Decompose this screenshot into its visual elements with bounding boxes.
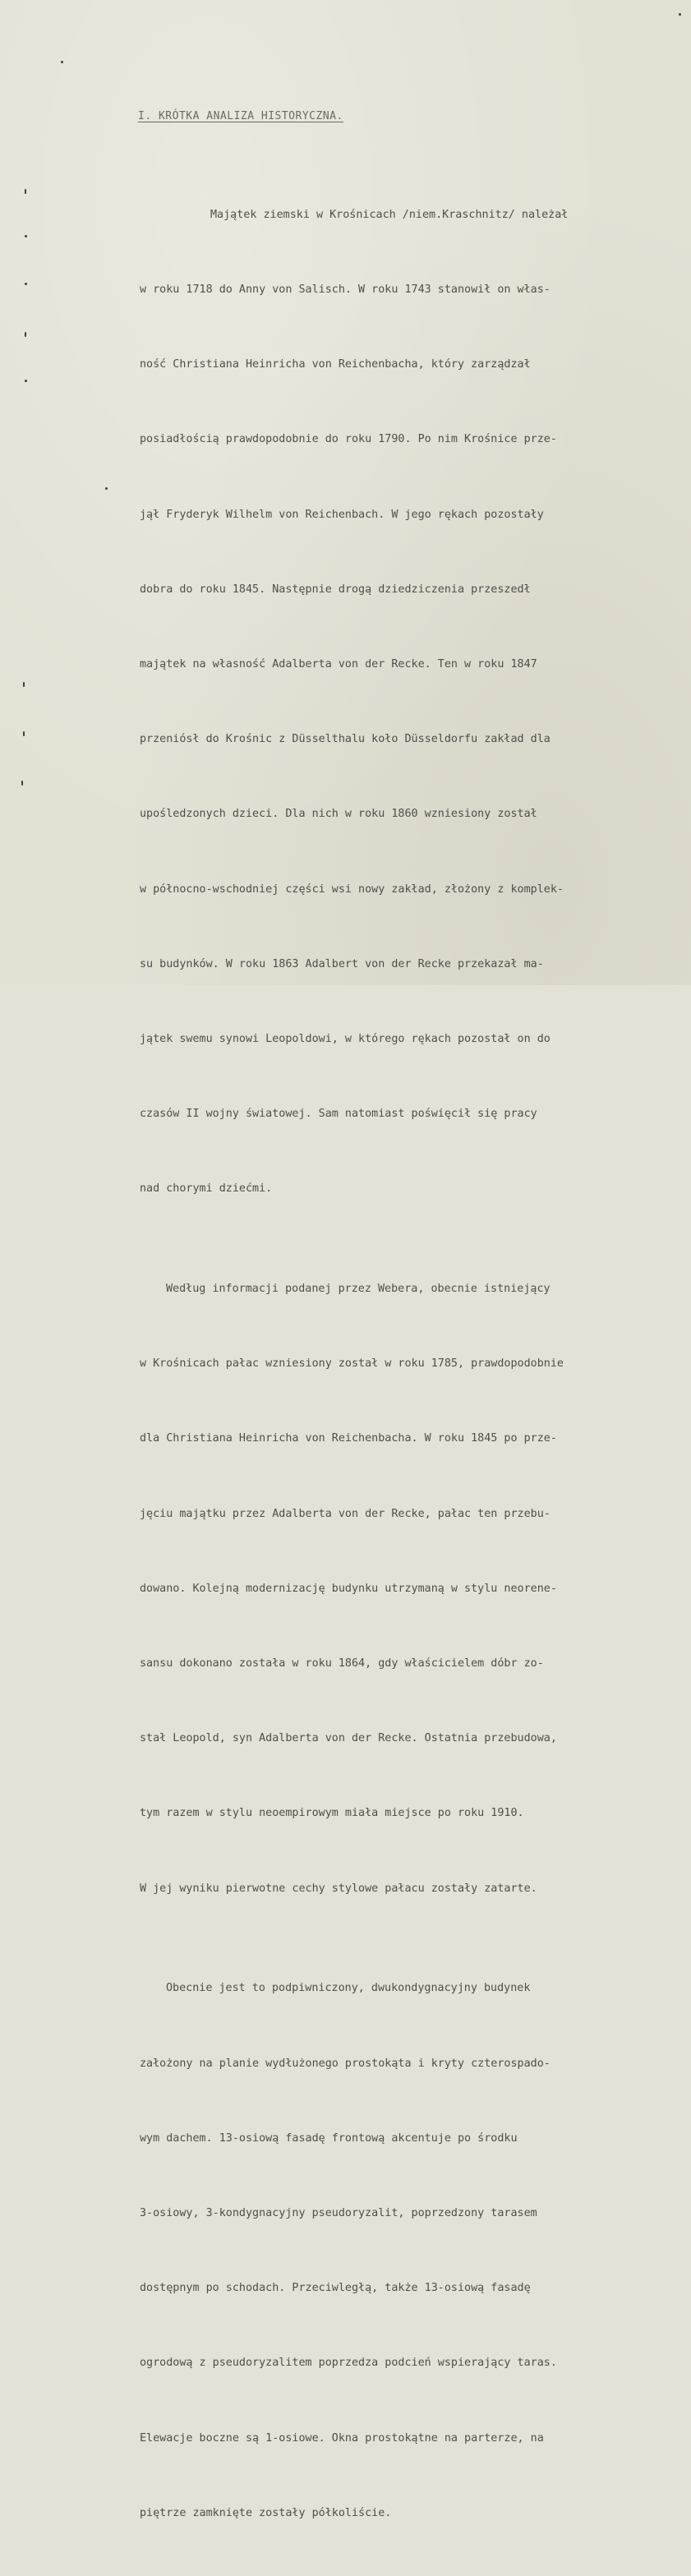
text-line: wym dachem. 13-osiową fasadę frontową akcentuje po środku xyxy=(140,2131,518,2145)
margin-speck xyxy=(25,235,27,237)
text-line: ność Christiana Heinricha von Reichenbacha, który zarządzał xyxy=(140,358,531,371)
margin-speck xyxy=(23,731,25,736)
text-line: upośledzonych dzieci. Dla nich w roku 1860 wzniesiony został xyxy=(140,808,537,821)
text-line: Majątek ziemski w Krośnicach /niem.Kraschnitz/ należał xyxy=(210,208,569,221)
text-line: założony na planie wydłużonego prostokąta i kryty czterospado- xyxy=(140,2057,550,2070)
text-line: stał Leopold, syn Adalberta von der Recke. Ostatnia przebudowa, xyxy=(140,1732,557,1745)
text-line: w roku 1718 do Anny von Salisch. W roku 1743 stanowił on włas- xyxy=(140,283,550,297)
text-line: Według informacji podanej przez Webera, obecnie istniejący xyxy=(166,1283,550,1296)
text-line: nad chorymi dziećmi. xyxy=(140,1182,273,1196)
text-line: Obecnie jest to podpiwniczony, dwukondygnacyjny budynek xyxy=(166,1982,531,1995)
text-line: tym razem w stylu neoempirowym miała miejsce po roku 1910. xyxy=(140,1807,524,1820)
margin-speck xyxy=(21,781,23,786)
text-line: przeniósł do Krośnic z Düsselthalu koło Düsseldorfu zakład dla xyxy=(140,733,550,746)
margin-speck xyxy=(61,61,63,63)
text-line: sansu dokonano została w roku 1864, gdy właścicielem dóbr zo- xyxy=(140,1657,544,1670)
text-line: jątek swemu synowi Leopoldowi, w którego rękach pozostał on do xyxy=(140,1033,550,1046)
text-line: dowano. Kolejną modernizację budynku utrzymaną w stylu neorene- xyxy=(140,1582,557,1595)
text-line: majątek na własność Adalberta von der Recke. Ten w roku 1847 xyxy=(140,658,537,671)
document-body xyxy=(140,153,682,2576)
text-line: jęciu majątku przez Adalberta von der Recke, pałac ten przebu- xyxy=(140,1507,550,1520)
margin-speck xyxy=(25,189,26,194)
text-line: czasów II wojny światowej. Sam natomiast poświęcił się pracy xyxy=(140,1108,537,1121)
margin-speck xyxy=(679,13,681,16)
text-line: jął Fryderyk Wilhelm von Reichenbach. W jego rękach pozostały xyxy=(140,508,544,521)
text-line: dostępnym po schodach. Przeciwległą, także 13-osiową fasadę xyxy=(140,2282,531,2295)
text-line: ogrodową z pseudoryzalitem poprzedza podcień wspierający taras. xyxy=(140,2357,557,2370)
text-line: su budynków. W roku 1863 Adalbert von der Recke przekazał ma- xyxy=(140,957,544,970)
text-line: posiadłością prawdopodobnie do roku 1790. Po nim Krośnice prze- xyxy=(140,433,557,446)
margin-speck xyxy=(25,332,26,337)
section-heading: I. KRÓTKA ANALIZA HISTORYCZNA. xyxy=(138,110,343,122)
margin-speck xyxy=(23,682,25,687)
margin-speck xyxy=(25,380,27,382)
text-line: w Krośnicach pałac wzniesiony został w roku 1785, prawdopodobnie xyxy=(140,1357,564,1371)
text-line: Elewacje boczne są 1-osiowe. Okna prostokątne na parterze, na xyxy=(140,2431,544,2445)
text-line: dla Christiana Heinricha von Reichenbacha. W roku 1845 po prze- xyxy=(140,1432,557,1445)
text-line: W jej wyniku pierwotne cechy stylowe pałacu zostały zatarte. xyxy=(140,1882,537,1895)
text-line: 3-osiowy, 3-kondygnacyjny pseudoryzalit, poprzedzony tarasem xyxy=(140,2206,537,2219)
margin-speck xyxy=(25,283,27,285)
margin-speck xyxy=(105,487,108,490)
text-line: dobra do roku 1845. Następnie drogą dziedziczenia przeszedł xyxy=(140,583,531,596)
text-line: piętrze zamknięte zostały półkoliście. xyxy=(140,2506,392,2519)
text-line: w północno-wschodniej części wsi nowy zakład, złożony z komplek- xyxy=(140,882,564,896)
